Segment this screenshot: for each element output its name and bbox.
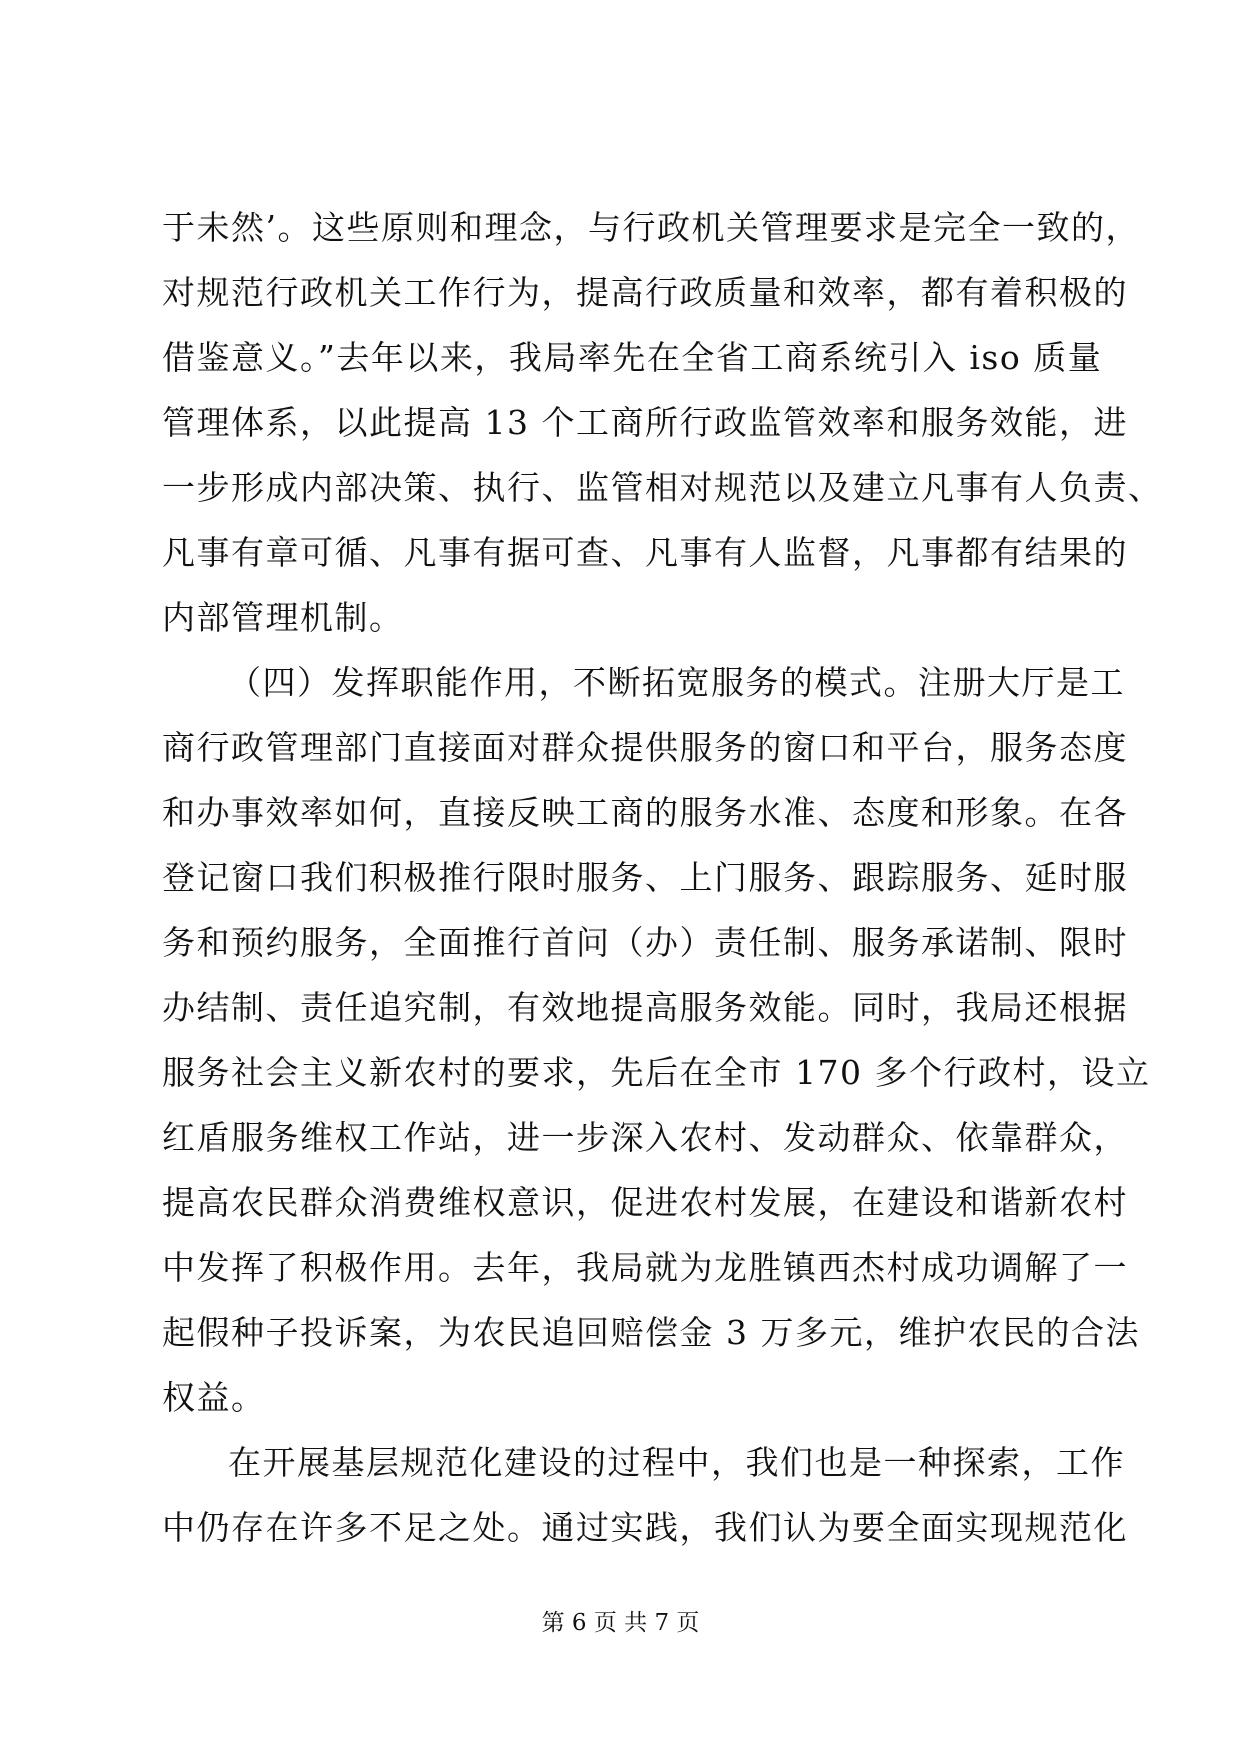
text-line: 借鉴意义。”去年以来，我局率先在全省工商系统引入 iso 质量 (162, 338, 1103, 377)
text-line: 权益。 (162, 1378, 266, 1417)
text-line: 务和预约服务，全面推行首问（办）责任制、服务承诺制、限时 (162, 923, 1128, 962)
text-line: 起假种子投诉案，为农民追回赔偿金 3 万多元，维护农民的合法 (162, 1313, 1140, 1352)
text-line: 一步形成内部决策、执行、监管相对规范以及建立凡事有人负责、 (162, 468, 1163, 507)
text-line: 中仍存在许多不足之处。通过实践，我们认为要全面实现规范化 (162, 1508, 1128, 1547)
paragraph-first-line: 在开展基层规范化建设的过程中，我们也是一种探索，工作 (228, 1443, 1125, 1482)
text-line: 登记窗口我们积极推行限时服务、上门服务、跟踪服务、延时服 (162, 858, 1128, 897)
text-line: 内部管理机制。 (162, 598, 404, 637)
text-line: 管理体系，以此提高 13 个工商所行政监管效率和服务效能，进 (162, 403, 1128, 442)
text-line: 和办事效率如何，直接反映工商的服务水准、态度和形象。在各 (162, 793, 1128, 832)
text-line: 提高农民群众消费维权意识，促进农村发展，在建设和谐新农村 (162, 1183, 1128, 1222)
text-line: 中发挥了积极作用。去年，我局就为龙胜镇西杰村成功调解了一 (162, 1248, 1128, 1287)
text-line: 对规范行政机关工作行为，提高行政质量和效率，都有着积极的 (162, 273, 1128, 312)
paragraph-first-line: （四）发挥职能作用，不断拓宽服务的模式。注册大厅是工 (228, 663, 1125, 702)
page-number-footer: 第 6 页 共 7 页 (541, 1610, 700, 1636)
text-line: 红盾服务维权工作站，进一步深入农村、发动群众、依靠群众， (162, 1118, 1128, 1157)
text-line: 商行政管理部门直接面对群众提供服务的窗口和平台，服务态度 (162, 728, 1128, 767)
text-line: 凡事有章可循、凡事有据可查、凡事有人监督，凡事都有结果的 (162, 533, 1128, 572)
text-line: 办结制、责任追究制，有效地提高服务效能。同时，我局还根据 (162, 988, 1128, 1027)
text-line: 服务社会主义新农村的要求，先后在全市 170 多个行政村，设立 (162, 1053, 1151, 1092)
text-line: 于未然’。这些原则和理念，与行政机关管理要求是完全一致的， (162, 208, 1140, 247)
